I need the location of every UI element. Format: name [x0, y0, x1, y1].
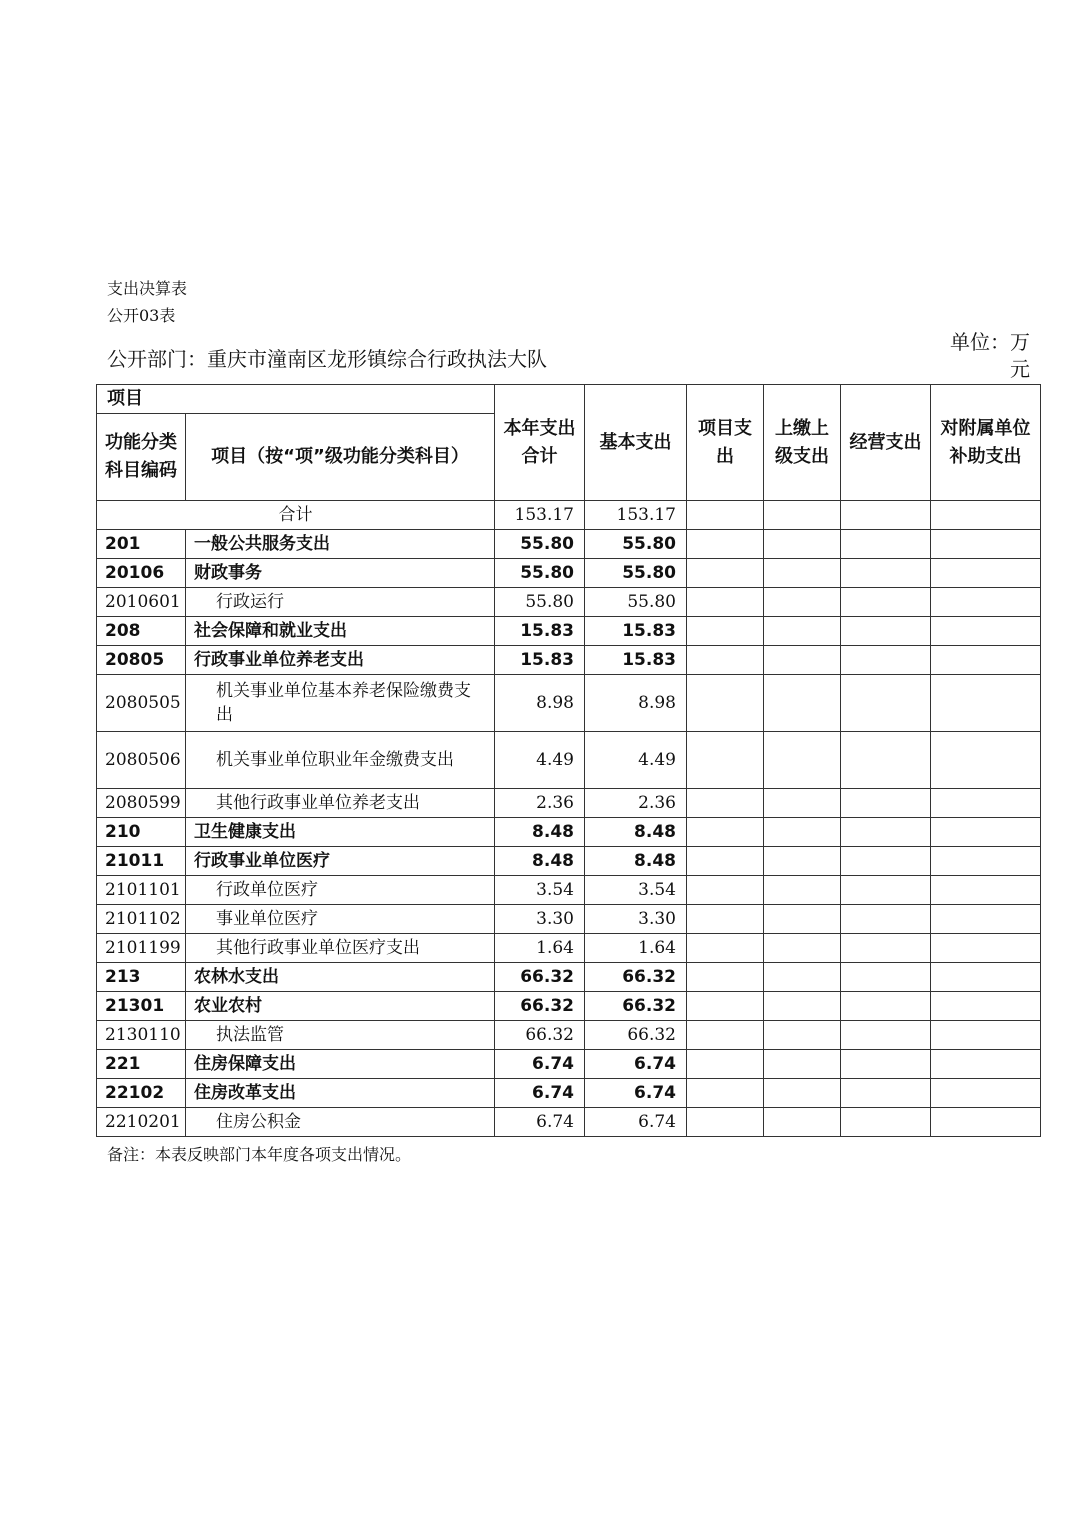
total-row — [97, 501, 1041, 530]
row-empty-cell — [841, 530, 931, 559]
header-project: 项目支出 — [687, 385, 764, 501]
row-total: 66.32 — [495, 963, 585, 992]
row-empty-cell — [931, 992, 1041, 1021]
row-empty-cell — [841, 905, 931, 934]
row-basic: 55.80 — [585, 588, 687, 617]
row-basic: 66.32 — [585, 992, 687, 1021]
row-empty-cell — [764, 646, 841, 675]
row-empty-cell — [687, 818, 764, 847]
table-row — [97, 847, 1041, 876]
table-row — [97, 617, 1041, 646]
row-empty-cell — [687, 530, 764, 559]
table-note: 备注：本表反映部门本年度各项支出情况。 — [107, 1145, 412, 1164]
table-number: 公开03表 — [107, 306, 176, 325]
table-row — [97, 1021, 1041, 1050]
row-code: 201 — [97, 530, 186, 559]
row-code: 2130110 — [97, 1021, 186, 1050]
row-empty-cell — [687, 963, 764, 992]
table-row — [97, 675, 1041, 732]
row-basic: 2.36 — [585, 789, 687, 818]
header-item-group: 项目 — [97, 385, 495, 414]
row-basic: 6.74 — [585, 1050, 687, 1079]
header-name: 项目（按“项”级功能分类科目） — [186, 414, 495, 501]
row-empty-cell — [841, 1079, 931, 1108]
row-total: 3.30 — [495, 905, 585, 934]
row-name: 住房公积金 — [186, 1108, 495, 1137]
row-empty-cell — [764, 588, 841, 617]
row-code: 2080599 — [97, 789, 186, 818]
row-empty-cell — [931, 847, 1041, 876]
row-empty-cell — [841, 992, 931, 1021]
row-empty-cell — [931, 588, 1041, 617]
row-empty-cell — [764, 876, 841, 905]
table-row — [97, 646, 1041, 675]
row-empty-cell — [841, 1108, 931, 1137]
table-row — [97, 559, 1041, 588]
row-name: 机关事业单位基本养老保险缴费支出 — [186, 675, 495, 732]
row-name: 社会保障和就业支出 — [186, 617, 495, 646]
row-empty-cell — [764, 617, 841, 646]
table-row — [97, 876, 1041, 905]
row-basic: 1.64 — [585, 934, 687, 963]
row-total: 15.83 — [495, 617, 585, 646]
row-total: 1.64 — [495, 934, 585, 963]
row-code: 21011 — [97, 847, 186, 876]
row-empty-cell — [764, 1108, 841, 1137]
table-row — [97, 530, 1041, 559]
header-total: 本年支出合计 — [495, 385, 585, 501]
row-empty-cell — [841, 876, 931, 905]
row-empty-cell — [687, 617, 764, 646]
row-name: 行政事业单位养老支出 — [186, 646, 495, 675]
row-code: 2010601 — [97, 588, 186, 617]
row-empty-cell — [841, 1021, 931, 1050]
row-empty-cell — [841, 588, 931, 617]
row-basic: 55.80 — [585, 559, 687, 588]
row-basic: 3.54 — [585, 876, 687, 905]
row-basic: 55.80 — [585, 530, 687, 559]
row-name: 农业农村 — [186, 992, 495, 1021]
table-title: 支出决算表 — [107, 279, 188, 298]
row-name: 住房保障支出 — [186, 1050, 495, 1079]
row-basic: 3.30 — [585, 905, 687, 934]
row-empty-cell — [687, 588, 764, 617]
header-remit: 上缴上级支出 — [764, 385, 841, 501]
row-name: 其他行政事业单位养老支出 — [186, 789, 495, 818]
row-empty-cell — [687, 1079, 764, 1108]
row-empty-cell — [841, 818, 931, 847]
total-basic: 153.17 — [585, 501, 687, 530]
row-total: 3.54 — [495, 876, 585, 905]
row-total: 6.74 — [495, 1050, 585, 1079]
row-empty-cell — [841, 559, 931, 588]
row-empty-cell — [841, 617, 931, 646]
row-empty-cell — [931, 1108, 1041, 1137]
expenditure-table — [96, 384, 1041, 1137]
row-name: 执法监管 — [186, 1021, 495, 1050]
row-total: 2.36 — [495, 789, 585, 818]
row-empty-cell — [841, 934, 931, 963]
unit-label-line2: 元 — [1010, 357, 1030, 381]
row-code: 2080505 — [97, 675, 186, 732]
department-label: 公开部门：重庆市潼南区龙形镇综合行政执法大队 — [107, 347, 547, 371]
row-code: 2101199 — [97, 934, 186, 963]
row-total: 66.32 — [495, 992, 585, 1021]
row-empty-cell — [841, 646, 931, 675]
row-empty-cell — [931, 963, 1041, 992]
row-basic: 8.48 — [585, 847, 687, 876]
row-empty-cell — [764, 789, 841, 818]
row-basic: 4.49 — [585, 732, 687, 789]
row-empty-cell — [764, 530, 841, 559]
row-empty-cell — [764, 1050, 841, 1079]
row-empty-cell — [931, 789, 1041, 818]
row-basic: 15.83 — [585, 646, 687, 675]
table-row — [97, 1079, 1041, 1108]
table-row — [97, 934, 1041, 963]
row-empty-cell — [687, 559, 764, 588]
unit-label — [944, 329, 1030, 383]
row-basic: 8.48 — [585, 818, 687, 847]
row-empty-cell — [841, 1050, 931, 1079]
table-row — [97, 732, 1041, 789]
row-code: 20106 — [97, 559, 186, 588]
row-basic: 66.32 — [585, 963, 687, 992]
row-empty-cell — [764, 818, 841, 847]
row-basic: 8.98 — [585, 675, 687, 732]
row-total: 8.48 — [495, 847, 585, 876]
row-total: 55.80 — [495, 588, 585, 617]
row-basic: 6.74 — [585, 1108, 687, 1137]
row-empty-cell — [687, 847, 764, 876]
row-code: 21301 — [97, 992, 186, 1021]
row-name: 财政事务 — [186, 559, 495, 588]
row-name: 机关事业单位职业年金缴费支出 — [186, 732, 495, 789]
row-name: 一般公共服务支出 — [186, 530, 495, 559]
row-basic: 15.83 — [585, 617, 687, 646]
row-name: 行政单位医疗 — [186, 876, 495, 905]
row-name: 事业单位医疗 — [186, 905, 495, 934]
table-row — [97, 992, 1041, 1021]
row-empty-cell — [687, 876, 764, 905]
row-empty-cell — [764, 732, 841, 789]
row-empty-cell — [764, 1021, 841, 1050]
row-basic: 66.32 — [585, 1021, 687, 1050]
total-amount: 153.17 — [495, 501, 585, 530]
row-empty-cell — [687, 646, 764, 675]
row-code: 2080506 — [97, 732, 186, 789]
row-code: 210 — [97, 818, 186, 847]
row-total: 55.80 — [495, 559, 585, 588]
table-row — [97, 818, 1041, 847]
table-row — [97, 1050, 1041, 1079]
table-row — [97, 1108, 1041, 1137]
row-basic: 6.74 — [585, 1079, 687, 1108]
row-total: 66.32 — [495, 1021, 585, 1050]
row-empty-cell — [931, 646, 1041, 675]
table-row — [97, 905, 1041, 934]
row-name: 其他行政事业单位医疗支出 — [186, 934, 495, 963]
row-empty-cell — [764, 992, 841, 1021]
table-row — [97, 963, 1041, 992]
row-empty-cell — [687, 675, 764, 732]
row-name: 住房改革支出 — [186, 1079, 495, 1108]
row-empty-cell — [687, 934, 764, 963]
row-empty-cell — [931, 732, 1041, 789]
row-code: 2101101 — [97, 876, 186, 905]
row-empty-cell — [931, 818, 1041, 847]
row-empty-cell — [931, 1050, 1041, 1079]
row-total: 8.98 — [495, 675, 585, 732]
unit-label-line1: 单位：万 — [950, 330, 1030, 354]
row-code: 20805 — [97, 646, 186, 675]
row-empty-cell — [931, 934, 1041, 963]
row-empty-cell — [931, 617, 1041, 646]
row-code: 221 — [97, 1050, 186, 1079]
row-empty-cell — [931, 1079, 1041, 1108]
row-total: 6.74 — [495, 1108, 585, 1137]
row-code: 2210201 — [97, 1108, 186, 1137]
row-total: 4.49 — [495, 732, 585, 789]
row-empty-cell — [687, 789, 764, 818]
row-total: 15.83 — [495, 646, 585, 675]
row-name: 行政运行 — [186, 588, 495, 617]
table-row — [97, 789, 1041, 818]
row-empty-cell — [841, 675, 931, 732]
row-name: 卫生健康支出 — [186, 818, 495, 847]
row-empty-cell — [687, 732, 764, 789]
total-label: 合计 — [97, 501, 495, 530]
row-empty-cell — [764, 905, 841, 934]
header-basic: 基本支出 — [585, 385, 687, 501]
header-subsidy: 对附属单位补助支出 — [931, 385, 1041, 501]
row-empty-cell — [687, 1108, 764, 1137]
row-empty-cell — [841, 847, 931, 876]
header-code: 功能分类科目编码 — [97, 414, 186, 501]
row-empty-cell — [931, 530, 1041, 559]
row-empty-cell — [931, 876, 1041, 905]
row-empty-cell — [687, 1050, 764, 1079]
table-row — [97, 588, 1041, 617]
row-empty-cell — [931, 675, 1041, 732]
row-empty-cell — [931, 905, 1041, 934]
row-empty-cell — [841, 789, 931, 818]
row-empty-cell — [841, 732, 931, 789]
row-empty-cell — [764, 559, 841, 588]
row-total: 6.74 — [495, 1079, 585, 1108]
row-empty-cell — [687, 1021, 764, 1050]
row-empty-cell — [931, 559, 1041, 588]
row-name: 行政事业单位医疗 — [186, 847, 495, 876]
row-code: 208 — [97, 617, 186, 646]
row-empty-cell — [764, 675, 841, 732]
header-business: 经营支出 — [841, 385, 931, 501]
row-empty-cell — [764, 1079, 841, 1108]
row-code: 2101102 — [97, 905, 186, 934]
row-code: 22102 — [97, 1079, 186, 1108]
row-total: 55.80 — [495, 530, 585, 559]
row-empty-cell — [687, 992, 764, 1021]
row-empty-cell — [764, 934, 841, 963]
row-empty-cell — [687, 905, 764, 934]
row-name: 农林水支出 — [186, 963, 495, 992]
row-empty-cell — [931, 1021, 1041, 1050]
row-code: 213 — [97, 963, 186, 992]
row-empty-cell — [764, 963, 841, 992]
row-empty-cell — [764, 847, 841, 876]
row-empty-cell — [841, 963, 931, 992]
row-total: 8.48 — [495, 818, 585, 847]
